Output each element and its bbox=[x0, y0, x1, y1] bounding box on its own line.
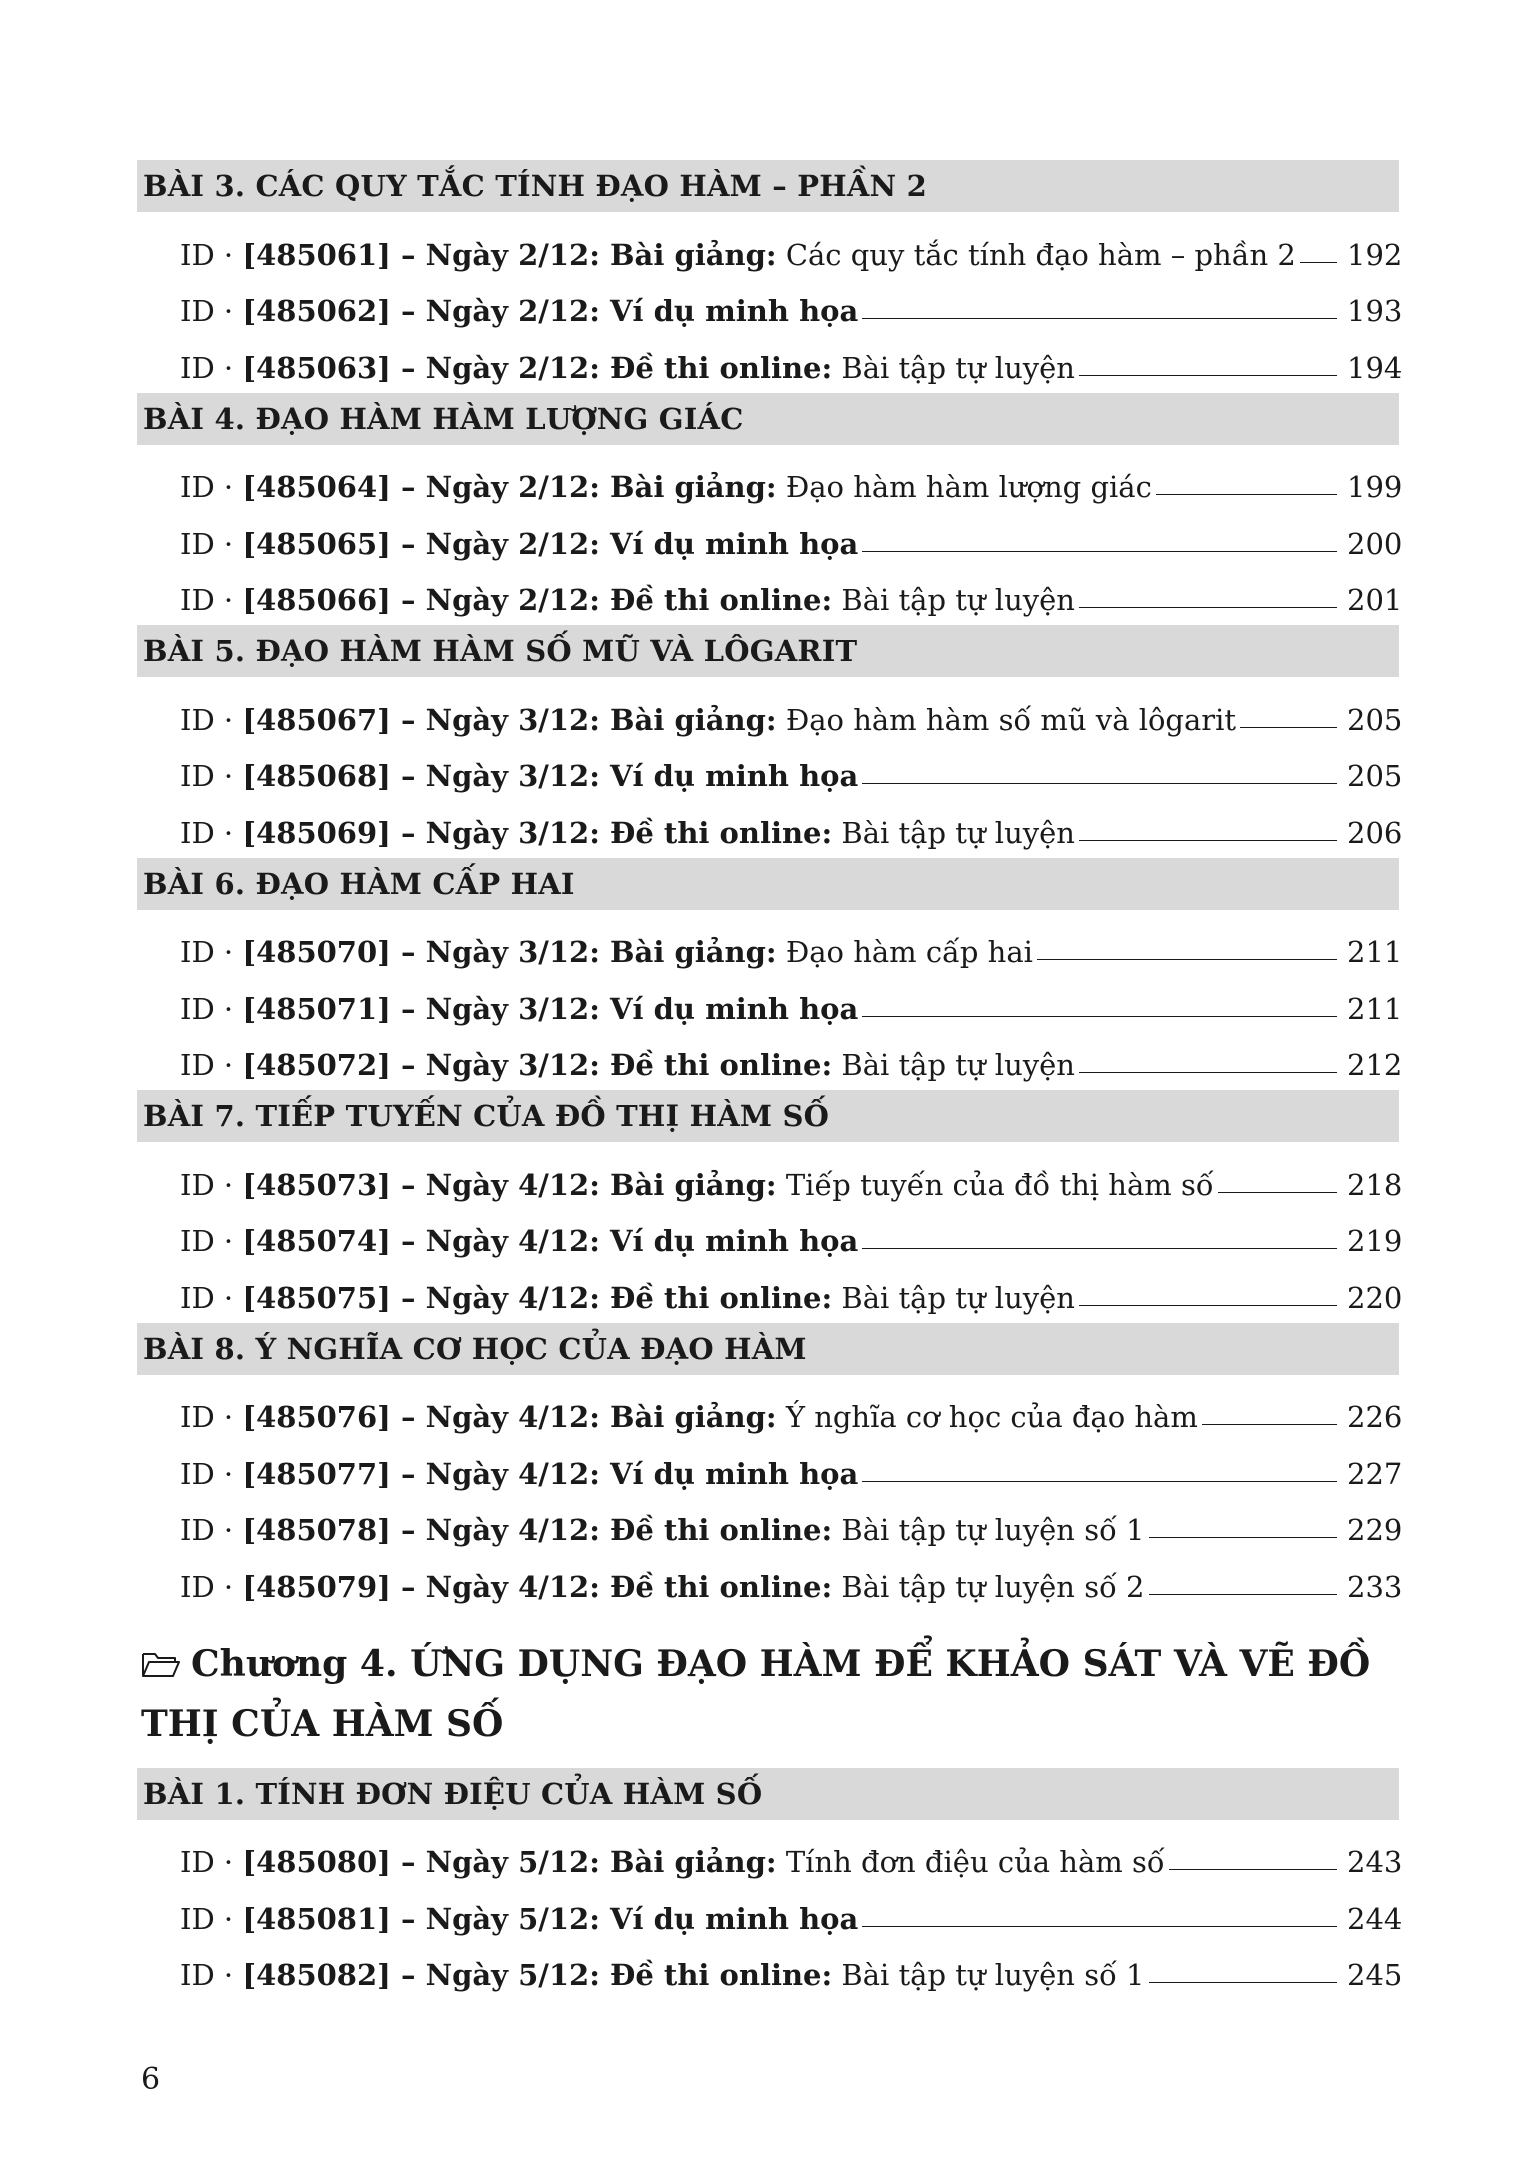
entry-description: Bài tập tự luyện bbox=[832, 815, 1075, 850]
toc-entry[interactable] bbox=[137, 1145, 1403, 1202]
entry-page-number: 243 bbox=[1347, 1845, 1403, 1879]
toc-entry[interactable] bbox=[137, 215, 1403, 272]
entry-description: Ý nghĩa cơ học của đạo hàm bbox=[776, 1400, 1198, 1434]
entry-page-number: 205 bbox=[1347, 702, 1403, 737]
entry-page-number: 211 bbox=[1347, 935, 1403, 969]
section-header bbox=[137, 1323, 1399, 1375]
section-title: BÀI 6. ĐẠO HÀM CẤP HAI bbox=[143, 866, 575, 901]
entry-prefix: ID · bbox=[180, 294, 243, 328]
entry-id: [485082] – Ngày 5/12: Đề thi online: bbox=[242, 1958, 833, 1992]
section-header bbox=[137, 393, 1399, 445]
entry-description: Đạo hàm cấp hai bbox=[776, 935, 1033, 969]
entry-id: [485079] – Ngày 4/12: Đề thi online: bbox=[242, 1569, 833, 1604]
entry-prefix: ID · bbox=[180, 702, 243, 737]
toc-entry[interactable] bbox=[137, 680, 1403, 737]
toc-entry[interactable] bbox=[137, 1202, 1403, 1259]
leader-line bbox=[862, 783, 1337, 784]
entry-prefix: ID · bbox=[180, 526, 243, 561]
entry-page-number: 201 bbox=[1347, 583, 1403, 617]
entry-prefix: ID · bbox=[180, 1958, 243, 1992]
entry-prefix: ID · bbox=[180, 237, 243, 272]
entry-page-number: 194 bbox=[1347, 350, 1403, 385]
section-title: BÀI 5. ĐẠO HÀM HÀM SỐ MŨ VÀ LÔGARIT bbox=[143, 634, 858, 668]
entry-list bbox=[137, 215, 1403, 385]
entry-id: [485066] – Ngày 2/12: Đề thi online: bbox=[242, 583, 833, 617]
page-number: 6 bbox=[141, 2062, 161, 2097]
toc-entry[interactable] bbox=[137, 793, 1403, 850]
entry-prefix: ID · bbox=[180, 470, 243, 504]
entry-prefix: ID · bbox=[180, 583, 243, 617]
toc-entry[interactable] bbox=[137, 448, 1403, 505]
entry-id: [485077] – Ngày 4/12: Ví dụ minh họa bbox=[242, 1456, 859, 1491]
leader-line bbox=[1079, 1305, 1337, 1306]
entry-page-number: 229 bbox=[1347, 1513, 1403, 1547]
entry-page-number: 199 bbox=[1347, 470, 1403, 504]
entry-description: Tiếp tuyến của đồ thị hàm số bbox=[776, 1167, 1214, 1202]
entry-id: [485073] – Ngày 4/12: Bài giảng: bbox=[242, 1167, 777, 1202]
sections-before-chapter bbox=[137, 160, 1403, 1604]
toc-entry[interactable] bbox=[137, 504, 1403, 561]
entry-id: [485071] – Ngày 3/12: Ví dụ minh họa bbox=[242, 991, 859, 1026]
section-title: BÀI 4. ĐẠO HÀM HÀM LƯỢNG GIÁC bbox=[143, 401, 744, 436]
entry-prefix: ID · bbox=[180, 1400, 243, 1434]
entry-page-number: 226 bbox=[1347, 1400, 1403, 1434]
entry-id: [485075] – Ngày 4/12: Đề thi online: bbox=[242, 1280, 833, 1315]
section-header bbox=[137, 858, 1399, 910]
entry-id: [485061] – Ngày 2/12: Bài giảng: bbox=[242, 237, 777, 272]
entry-id: [485072] – Ngày 3/12: Đề thi online: bbox=[242, 1048, 833, 1082]
entry-prefix: ID · bbox=[180, 1280, 243, 1315]
entry-prefix: ID · bbox=[180, 759, 243, 793]
entry-page-number: 219 bbox=[1347, 1224, 1403, 1258]
leader-line bbox=[1202, 1424, 1337, 1425]
folder-icon bbox=[141, 1650, 181, 1678]
entry-id: [485078] – Ngày 4/12: Đề thi online: bbox=[242, 1513, 833, 1547]
entry-description: Bài tập tự luyện bbox=[832, 1048, 1075, 1082]
entry-description: Bài tập tự luyện số 2 bbox=[832, 1569, 1145, 1604]
entry-list bbox=[137, 913, 1403, 1083]
toc-entry[interactable] bbox=[137, 1823, 1403, 1880]
leader-line bbox=[1149, 1537, 1338, 1538]
entry-id: [485065] – Ngày 2/12: Ví dụ minh họa bbox=[242, 526, 859, 561]
toc-entry[interactable] bbox=[137, 561, 1403, 618]
leader-line bbox=[1156, 494, 1337, 495]
entry-prefix: ID · bbox=[180, 1901, 243, 1936]
toc-entry[interactable] bbox=[137, 1026, 1403, 1083]
toc-entry[interactable] bbox=[137, 1434, 1403, 1491]
section-header bbox=[137, 160, 1399, 212]
leader-line bbox=[862, 1481, 1337, 1482]
entry-page-number: 244 bbox=[1347, 1901, 1403, 1936]
entry-prefix: ID · bbox=[180, 935, 243, 969]
entry-description: Bài tập tự luyện số 1 bbox=[832, 1513, 1145, 1547]
entry-description: Các quy tắc tính đạo hàm – phần 2 bbox=[776, 237, 1296, 272]
leader-line bbox=[1079, 607, 1337, 608]
toc-entry[interactable] bbox=[137, 1378, 1403, 1435]
entry-page-number: 211 bbox=[1347, 991, 1403, 1026]
entry-page-number: 200 bbox=[1347, 526, 1403, 561]
toc-entry[interactable] bbox=[137, 969, 1403, 1026]
entry-description: Đạo hàm hàm số mũ và lôgarit bbox=[776, 702, 1237, 737]
leader-line bbox=[862, 1926, 1337, 1927]
toc-entry[interactable] bbox=[137, 272, 1403, 329]
entry-page-number: 227 bbox=[1347, 1456, 1403, 1491]
leader-line bbox=[862, 318, 1337, 319]
entry-page-number: 220 bbox=[1347, 1280, 1403, 1315]
entry-description: Bài tập tự luyện bbox=[832, 1280, 1075, 1315]
entry-page-number: 206 bbox=[1347, 815, 1403, 850]
leader-line bbox=[1079, 840, 1337, 841]
section-title: BÀI 3. CÁC QUY TẮC TÍNH ĐẠO HÀM – PHẦN 2 bbox=[143, 169, 927, 203]
entry-prefix: ID · bbox=[180, 1569, 243, 1604]
section-title: BÀI 7. TIẾP TUYẾN CỦA ĐỒ THỊ HÀM SỐ bbox=[143, 1099, 830, 1133]
leader-line bbox=[862, 551, 1337, 552]
entry-page-number: 212 bbox=[1347, 1048, 1403, 1082]
entry-id: [485062] – Ngày 2/12: Ví dụ minh họa bbox=[242, 294, 859, 328]
table-of-contents bbox=[137, 160, 1403, 2000]
toc-entry[interactable] bbox=[137, 913, 1403, 970]
entry-id: [485067] – Ngày 3/12: Bài giảng: bbox=[242, 702, 777, 737]
entry-prefix: ID · bbox=[180, 991, 243, 1026]
entry-id: [485068] – Ngày 3/12: Ví dụ minh họa bbox=[242, 759, 859, 793]
entry-page-number: 218 bbox=[1347, 1167, 1403, 1202]
entry-prefix: ID · bbox=[180, 815, 243, 850]
toc-entry[interactable] bbox=[137, 1879, 1403, 1936]
section-title: BÀI 8. Ý NGHĨA CƠ HỌC CỦA ĐẠO HÀM bbox=[143, 1331, 807, 1366]
leader-line bbox=[862, 1016, 1337, 1017]
section-header bbox=[137, 625, 1399, 677]
leader-line bbox=[1169, 1869, 1337, 1870]
entry-prefix: ID · bbox=[180, 1224, 243, 1258]
entry-list bbox=[137, 1378, 1403, 1604]
entry-page-number: 233 bbox=[1347, 1569, 1403, 1604]
leader-line bbox=[1240, 727, 1337, 728]
leader-line bbox=[1037, 959, 1337, 960]
entry-id: [485069] – Ngày 3/12: Đề thi online: bbox=[242, 815, 833, 850]
entry-page-number: 205 bbox=[1347, 759, 1403, 793]
entry-prefix: ID · bbox=[180, 1048, 243, 1082]
leader-line bbox=[862, 1248, 1337, 1249]
entry-id: [485064] – Ngày 2/12: Bài giảng: bbox=[242, 470, 777, 504]
chapter-heading bbox=[137, 1634, 1399, 1754]
entry-prefix: ID · bbox=[180, 350, 243, 385]
entry-prefix: ID · bbox=[180, 1513, 243, 1547]
entry-description: Tính đơn điệu của hàm số bbox=[776, 1845, 1165, 1879]
entry-page-number: 245 bbox=[1347, 1958, 1403, 1992]
toc-entry[interactable] bbox=[137, 1258, 1403, 1315]
toc-entry[interactable] bbox=[137, 1936, 1403, 1993]
entry-description: Bài tập tự luyện số 1 bbox=[832, 1958, 1145, 1992]
entry-id: [485063] – Ngày 2/12: Đề thi online: bbox=[242, 350, 833, 385]
sections-after-chapter bbox=[137, 1768, 1403, 1993]
entry-id: [485074] – Ngày 4/12: Ví dụ minh họa bbox=[242, 1224, 859, 1258]
leader-line bbox=[1079, 375, 1337, 376]
entry-id: [485080] – Ngày 5/12: Bài giảng: bbox=[242, 1845, 777, 1879]
entry-description: Bài tập tự luyện bbox=[832, 350, 1075, 385]
leader-line bbox=[1149, 1982, 1338, 1983]
leader-line bbox=[1079, 1072, 1337, 1073]
toc-entry[interactable] bbox=[137, 1547, 1403, 1604]
entry-id: [485081] – Ngày 5/12: Ví dụ minh họa bbox=[242, 1901, 859, 1936]
leader-line bbox=[1218, 1192, 1337, 1193]
toc-entry[interactable] bbox=[137, 328, 1403, 385]
entry-id: [485076] – Ngày 4/12: Bài giảng: bbox=[242, 1400, 777, 1434]
entry-description: Đạo hàm hàm lượng giác bbox=[776, 470, 1152, 504]
leader-line bbox=[1149, 1594, 1338, 1595]
entry-id: [485070] – Ngày 3/12: Bài giảng: bbox=[242, 935, 777, 969]
entry-prefix: ID · bbox=[180, 1456, 243, 1491]
toc-entry[interactable] bbox=[137, 1491, 1403, 1548]
entry-prefix: ID · bbox=[180, 1167, 243, 1202]
entry-page-number: 192 bbox=[1347, 237, 1403, 272]
leader-line bbox=[1300, 262, 1337, 263]
entry-list bbox=[137, 1145, 1403, 1315]
entry-prefix: ID · bbox=[180, 1845, 243, 1879]
section-header bbox=[137, 1768, 1399, 1820]
entry-description: Bài tập tự luyện bbox=[832, 583, 1075, 617]
entry-page-number: 193 bbox=[1347, 294, 1403, 328]
entry-list bbox=[137, 680, 1403, 850]
entry-list bbox=[137, 1823, 1403, 1993]
toc-entry[interactable] bbox=[137, 737, 1403, 794]
chapter-title: Chương 4. ỨNG DỤNG ĐẠO HÀM ĐỂ KHẢO SÁT VÀ VẼ ĐỒ THỊ CỦA HÀM SỐ bbox=[141, 1642, 1371, 1745]
section-title: BÀI 1. TÍNH ĐƠN ĐIỆU CỦA HÀM SỐ bbox=[143, 1776, 763, 1811]
entry-list bbox=[137, 448, 1403, 618]
section-header bbox=[137, 1090, 1399, 1142]
